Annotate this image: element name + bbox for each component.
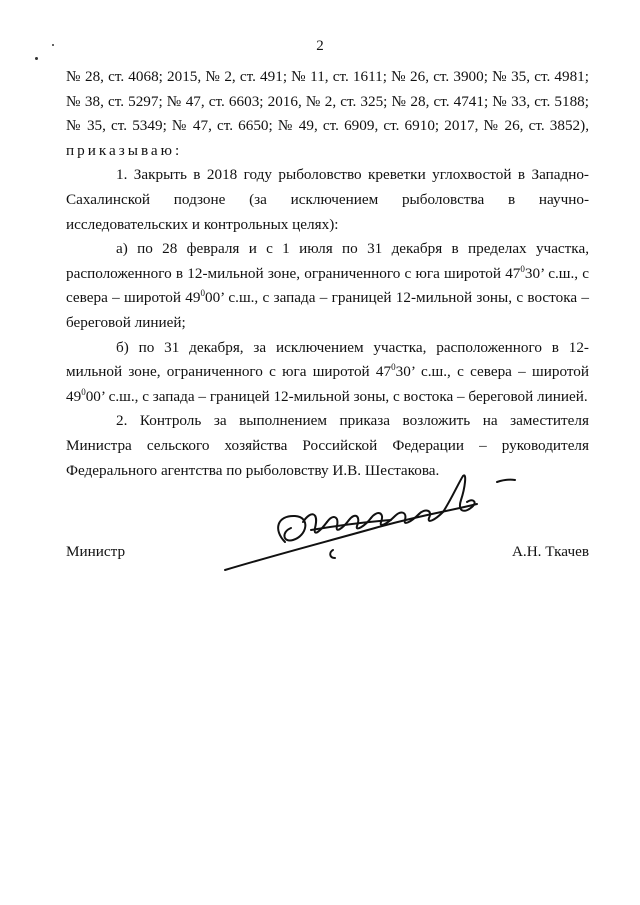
order-item-1: 1. Закрыть в 2018 году рыболовство креветки углохвостой в Западно-Сахалинской подзоне (за исключением рыболовства в научно-исследовательских и контрольных целях): bbox=[66, 166, 589, 233]
legal-citations: № 28, ст. 4068; 2015, № 2, ст. 491; № 11, ст. 1611; № 26, ст. 3900; № 35, ст. 4981; № 38, ст. 5297; № 47, ст. 6603; 2016, № 2, ст. 325; № 28, ст. 4741; № 33, ст. 5188; № 35, ст. 5349; № 47, ст. 6650; № 49, ст. 6909, ст. 6910; 2017, № 26, ст. 3852), bbox=[66, 68, 589, 135]
order-item-2: 2. Контроль за выполнением приказа возложить на заместителя Министра сельского хозяйства Российской Федерации – руководителя Федерального агентства по рыболовству И.В. Шестакова. bbox=[66, 412, 589, 479]
order-word: приказываю: bbox=[66, 141, 183, 159]
document-body bbox=[66, 65, 589, 483]
preamble-paragraph bbox=[66, 65, 589, 163]
page-number: 2 bbox=[316, 38, 324, 54]
order-item-1a: а) по 28 февраля и с 1 июля по 31 декабря в пределах участка, расположенного в 12-мильной зоне, ограниченного с юга широтой $47^030$’ с.ш., с севера – широтой $49^000$’ с.ш., с запада – границей 12-мильной зоны, с востока – береговой линией; bbox=[66, 240, 589, 331]
signer-name: А.Н. Ткачев bbox=[511, 543, 589, 560]
scan-speck bbox=[35, 57, 38, 60]
signer-position: Министр bbox=[66, 543, 126, 560]
handwritten-signature bbox=[215, 470, 525, 585]
order-item-1b: б) по 31 декабря, за исключением участка, расположенного в 12-мильной зоне, ограниченного с юга широтой $47^030$’ с.ш., с севера – широтой $49^000$’ с.ш., с запада – границей 12-мильной зоны, с востока – береговой линией. bbox=[66, 338, 589, 405]
